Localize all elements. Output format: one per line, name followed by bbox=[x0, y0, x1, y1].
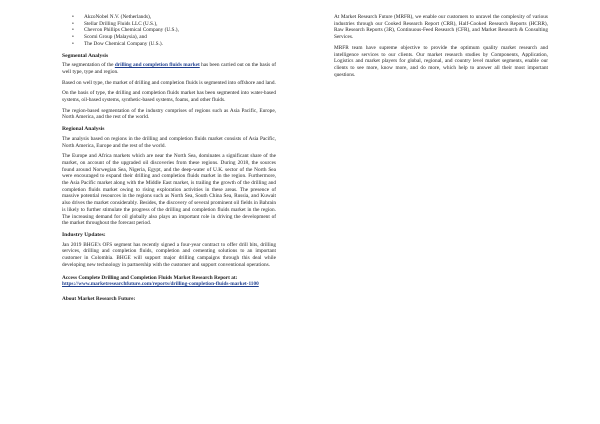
industry-heading: Industry Updates: bbox=[62, 231, 106, 238]
segmental-paragraph-2: Based on well type, the market of drilling and completion fluids is segmented into offshore and land. bbox=[62, 79, 276, 86]
regional-paragraph-2: The Europe and Africa markets which are near the North Sea, dominates a significant share of the market, on account of the upgraded oil discoveries from these regions. During 2018, the sources found around Norwegian Sea, Nigeria, Egypt, and the deep-water of U.K. sector of the North Sea were encouraged to expand their drilling and completion fluids market in the region. Furthermore, the Asia Pacific market along with the Middle East market, is trailing the growth of the drilling and completion fluids market owing to rising exploration activities in these areas. The presence of massive potential resources in the regions such as North Sea, South China Sea, Russia, and Kuwait also drives the market considerably. Besides, the discovery of several prominent oil fields in Bahrain is likely to further stimulate the progress of the drilling and completion fluids market in the region. The increasing demand for oil globally also plays an important role in driving the development of the market throughout the forecast period. bbox=[62, 153, 276, 227]
regional-heading: Regional Analysis bbox=[62, 126, 105, 133]
regional-paragraph-1: The analysis based on regions in the drilling and completion fluids market consists of Asia Pacific, North America, Europe and the rest of the world. bbox=[62, 135, 276, 149]
left-column bbox=[62, 14, 276, 303]
about-paragraph-1: At Market Research Future (MRFR), we enable our customers to unravel the complexity of various industries through our Cooked Research Report (CRR), Half-Cooked Research Reports (HCRR), Raw Research Reports (3R), Continuous-Feed Research (CFR), and Market Research & Consulting Services. bbox=[334, 14, 548, 41]
report-url-link[interactable]: https://www.marketresearchfuture.com/reports/drilling-completion-fluids-market-1100 bbox=[62, 281, 259, 288]
list-item: • The Dow Chemical Company (U.S.). bbox=[84, 41, 276, 48]
text-span: The segmentation of the bbox=[62, 62, 115, 69]
text-span: has been carried out on the basis of well type, type and region. bbox=[62, 62, 276, 75]
segmental-paragraph-3: On the basis of type, the drilling and completion fluids market has been segmented into water-based systems, oil-based systems, synthetic-based systems, foams, and other fluids. bbox=[62, 90, 276, 104]
about-heading: About Market Research Future: bbox=[62, 295, 136, 302]
company-list bbox=[62, 14, 276, 48]
segmental-heading: Segmental Analysis bbox=[62, 52, 109, 59]
list-item: • AkzoNobel N.V. (Netherlands), bbox=[84, 14, 276, 21]
list-item: • Scomi Group (Malaysia), and bbox=[84, 34, 276, 41]
market-link[interactable]: drilling and completion fluids market bbox=[114, 62, 200, 69]
segmental-paragraph-4: The region-based segmentation of the industry comprises of regions such as Asia Pacific, Europe, North America, and the rest of the world. bbox=[62, 107, 276, 121]
about-paragraph-2: MRFR team have supreme objective to provide the optimum quality market research and intelligence services to our clients. Our market research studies by Components, Application, Logistics and market players for global, regional, and country level market segments, enable our clients to see more, know more, and do more, which help to answer all their most important questions. bbox=[334, 44, 548, 78]
list-item: • Stellar Drilling Fluids LLC (U.S.), bbox=[84, 21, 276, 28]
access-label: Access Complete Drilling and Completion Fluids Market Research Report at: bbox=[62, 274, 238, 281]
segmental-paragraph-1 bbox=[62, 62, 276, 75]
industry-paragraph: Jan 2019 BHGE's OFS segment has recently signed a four-year contract to offer drill bits, drilling services, drilling and completion fluids, completion and cementing solutions to an important customer in Colombia. BHGE will support major drilling campaigns through this deal while developing new technology in partnership with the customer and support conventional operations. bbox=[62, 241, 276, 268]
list-item: • Chevron Phillips Chemical Company (U.S.), bbox=[84, 27, 276, 34]
right-column bbox=[334, 14, 548, 82]
access-report bbox=[62, 275, 276, 288]
